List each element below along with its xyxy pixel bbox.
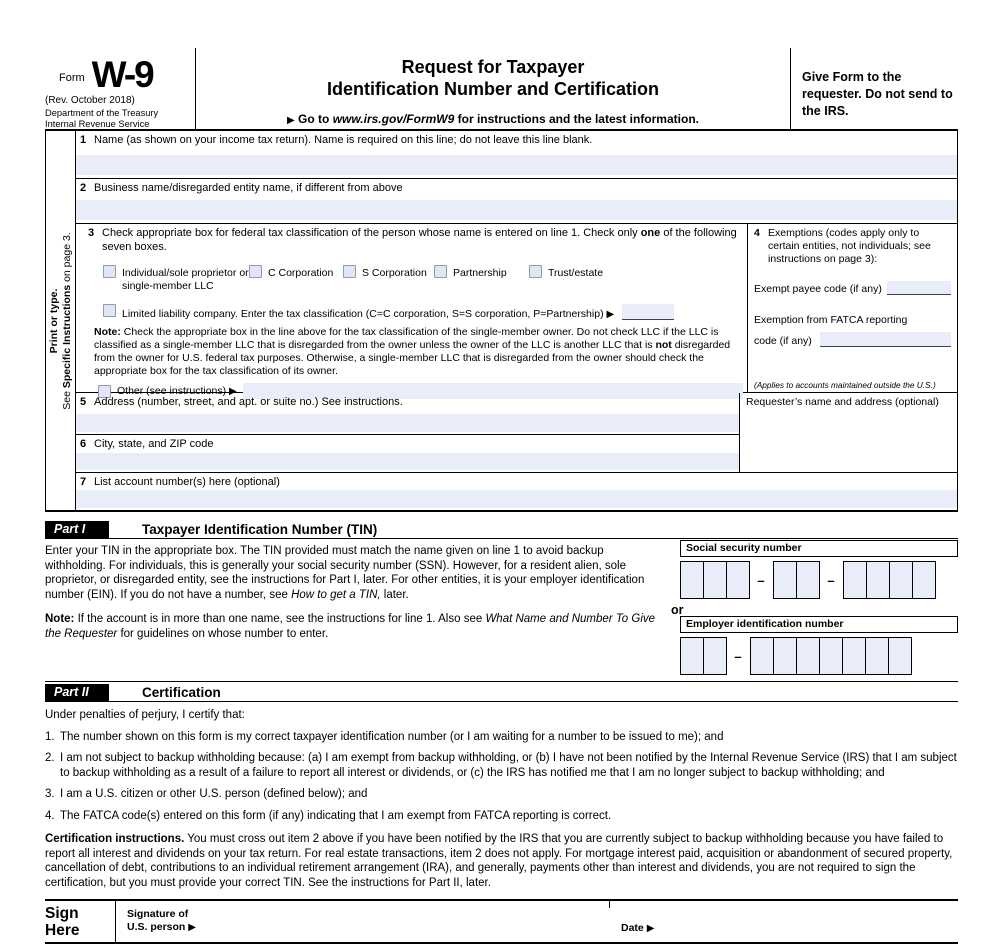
name-input[interactable] xyxy=(76,155,957,175)
date-field[interactable] xyxy=(621,901,958,942)
or-label: or xyxy=(671,603,684,617)
exemptions-box xyxy=(747,224,957,392)
ein-label-box: Employer identification number xyxy=(680,616,958,633)
right-arrow-icon: ▶ xyxy=(646,923,655,934)
ssn-label-box: Social security number xyxy=(680,540,958,557)
ssn-digit-cell[interactable] xyxy=(889,561,913,599)
ssn-dash: – xyxy=(757,572,765,588)
account-numbers-input[interactable] xyxy=(76,490,957,508)
certification-item: 1. The number shown on this form is my correct taxpayer identification number (or I am waiting for a number to be issued to me); and xyxy=(45,730,724,743)
checkbox-c-corporation[interactable] xyxy=(249,265,262,278)
exempt-payee-label: Exempt payee code (if any) xyxy=(754,283,882,295)
line7-number: 7 xyxy=(80,476,87,488)
part1-note: Note: If the account is in more than one name, see the instructions for line 1. Also see What Name and Number To Give the Requester for guidelines on whose number to enter. xyxy=(45,612,656,640)
line7-account-row xyxy=(76,473,957,510)
goto-instructions-line: ▶ Go to www.irs.gov/FormW9 for instructions and the latest information. xyxy=(287,112,699,126)
part2-header xyxy=(45,684,958,702)
form-word: Form xyxy=(59,72,85,84)
ein-cells xyxy=(680,637,958,675)
fatca-label-line1: Exemption from FATCA reporting xyxy=(754,314,908,326)
right-arrow-icon: ▶ xyxy=(287,115,295,126)
requester-label: Requester’s name and address (optional) xyxy=(746,396,939,408)
checkbox-partnership-label: Partnership xyxy=(453,267,507,279)
ein-digit-cell[interactable] xyxy=(819,637,843,675)
ein-digit-cell[interactable] xyxy=(773,637,797,675)
requester-name-address-area[interactable] xyxy=(739,393,957,472)
part2-body xyxy=(45,708,958,890)
ssn-digit-cell[interactable] xyxy=(726,561,750,599)
city-state-zip-input[interactable] xyxy=(76,453,739,470)
fatca-code-input[interactable] xyxy=(820,332,951,347)
line3-number: 3 xyxy=(88,227,95,239)
line4-number: 4 xyxy=(754,227,760,239)
fatca-label-line2: code (if any) xyxy=(754,335,812,347)
llc-option-line xyxy=(103,304,745,320)
form-body xyxy=(45,48,958,944)
line5-address-row xyxy=(76,393,739,435)
line4-label: Exemptions (codes apply only to certain entities, not individuals; see instructions on page 3): xyxy=(768,227,931,265)
line5-label: Address (number, street, and apt. or suite no.) See instructions. xyxy=(94,396,403,408)
llc-note: Note: Check the appropriate box in the line above for the tax classification of the single-member owner. Do not check LLC if the LLC is classified as a single-member LLC that is disregarded from the owner unless the owner of the LLC is another LLC that is not disregarded from the owner for U.S. federal tax purposes. Otherwise, a single-member LLC that is disregarded from the owner should check the appropriate box for the tax classification of its owner. xyxy=(94,326,731,377)
right-arrow-icon: ▶ xyxy=(229,386,237,397)
checkbox-s-corporation[interactable] xyxy=(343,265,356,278)
ein-digit-cell[interactable] xyxy=(796,637,820,675)
other-label: Other (see instructions) ▶ xyxy=(117,385,237,397)
ein-digit-cell[interactable] xyxy=(842,637,866,675)
line3-classification-row xyxy=(76,224,957,397)
line6-number: 6 xyxy=(80,438,87,450)
part2-badge: Part II xyxy=(45,684,109,701)
print-or-type-note: Print or type. See Specific Instructions on page 3. xyxy=(47,231,73,410)
llc-classification-input[interactable] xyxy=(622,304,674,320)
checkbox-trust-estate-label: Trust/estate xyxy=(548,267,604,279)
form-number: W-9 xyxy=(91,54,153,95)
line6-city-row xyxy=(76,435,739,472)
ein-dash: – xyxy=(734,648,742,664)
classification-options-area xyxy=(76,224,747,397)
form-title: Request for Taxpayer Identification Number and Certification xyxy=(326,57,660,99)
line3-label: Check appropriate box for federal tax classification of the person whose name is entered on line 1. Check only one of the following seven boxes. xyxy=(102,227,737,253)
irs-url: www.irs.gov/FormW9 xyxy=(332,112,455,126)
part1-body xyxy=(45,544,958,675)
date-label: Date ▶ xyxy=(621,922,655,934)
address-rows xyxy=(76,393,957,473)
ssn-digit-cell[interactable] xyxy=(866,561,890,599)
checkbox-trust-estate[interactable] xyxy=(529,265,542,278)
ssn-cells xyxy=(680,561,958,599)
certification-intro: Under penalties of perjury, I certify that: xyxy=(45,709,245,721)
llc-label: Limited liability company. Enter the tax classification (C=C corporation, S=S corporation, P=Partnership) ▶ xyxy=(122,308,615,320)
line1-name-row xyxy=(76,131,957,179)
exempt-payee-code-input[interactable] xyxy=(887,281,951,295)
form-revision: (Rev. October 2018) xyxy=(45,95,135,106)
part1-paragraph: Enter your TIN in the appropriate box. The TIN provided must match the name given on line 1 to avoid backup withholding. For individuals, this is generally your social security number (SSN). However, for a resident alien, sole proprietor, or disregarded entity, see the instructions for Part I, later. For other entities, it is your employer identification number (EIN). If you do not have a number, see How to get a TIN, later. xyxy=(45,545,645,602)
ssn-dash: – xyxy=(827,572,835,588)
department-line: Department of the Treasury xyxy=(45,108,159,118)
line2-label: Business name/disregarded entity name, if different from above xyxy=(94,182,403,194)
form-title-block xyxy=(196,48,790,129)
part1-badge: Part I xyxy=(45,521,109,538)
ein-digit-cell[interactable] xyxy=(888,637,912,675)
certification-instructions: Certification instructions. You must cross out item 2 above if you have been notified by the IRS that you are currently subject to backup withholding because you have failed to report all interest and dividends on your tax return. For real estate transactions, item 2 does not apply. For mortgage interest paid, acquisition or abandonment of secured property, cancellation of debt, contributions to an individual retirement arrangement (IRA), and generally, payments other than interest and dividends, you are not required to sign the certification, but you must provide your correct TIN. See the instructions for Part II, later. xyxy=(45,833,953,889)
line1-number: 1 xyxy=(80,134,87,146)
give-form-note: Give Form to the requester. Do not send to the IRS. xyxy=(802,70,953,118)
checkbox-c-corporation-label: C Corporation xyxy=(268,267,334,279)
agency-line: Internal Revenue Service xyxy=(45,119,150,129)
certification-item: 4. The FATCA code(s) entered on this form (if any) indicating that I am exempt from FATCA reporting is correct. xyxy=(45,809,612,822)
right-arrow-icon: ▶ xyxy=(606,309,615,320)
part2-section xyxy=(45,681,958,890)
ssn-digit-cell[interactable] xyxy=(796,561,820,599)
line2-business-name-row xyxy=(76,179,957,224)
field-grid xyxy=(45,131,958,512)
line7-label: List account number(s) here (optional) xyxy=(94,476,280,488)
certification-item: 2. I am not subject to backup withholding because: (a) I am exempt from backup withholding, or (b) I have not been notified by the Internal Revenue Service (IRS) that I am subject to backup withholding as a result of a failure to report all interest or dividends, or (c) the IRS has notified me that I am no longer subject to backup withholding; and xyxy=(45,752,957,779)
checkbox-individual-label: Individual/sole proprietor or single-member LLC xyxy=(122,267,249,292)
form-id-block xyxy=(45,48,195,129)
ein-digit-cell[interactable] xyxy=(703,637,727,675)
margin-instructions-strip xyxy=(46,131,76,510)
business-name-input[interactable] xyxy=(76,200,957,220)
certification-item: 3. I am a U.S. citizen or other U.S. person (defined below); and xyxy=(45,788,368,800)
ein-digit-cell[interactable] xyxy=(680,637,704,675)
part1-instructions xyxy=(45,544,667,675)
part2-title: Certification xyxy=(142,685,221,700)
ssn-digit-cell[interactable] xyxy=(843,561,867,599)
ein-digit-cell[interactable] xyxy=(750,637,774,675)
part1-title: Taxpayer Identification Number (TIN) xyxy=(142,522,378,537)
checkbox-partnership[interactable] xyxy=(434,265,447,278)
ssn-digit-cell[interactable] xyxy=(703,561,727,599)
sign-here-label: Sign Here xyxy=(45,905,80,939)
signature-field[interactable] xyxy=(116,901,621,942)
part1-header xyxy=(45,521,958,539)
classification-checkbox-row xyxy=(103,265,745,293)
ein-digit-cell[interactable] xyxy=(865,637,889,675)
line6-label: City, state, and ZIP code xyxy=(94,438,214,450)
signature-label-line2: U.S. person ▶ xyxy=(127,921,196,933)
signature-label-line1: Signature of xyxy=(127,908,189,920)
checkbox-individual[interactable] xyxy=(103,265,116,278)
checkbox-llc[interactable] xyxy=(103,304,116,317)
line1-label: Name (as shown on your income tax return). Name is required on this line; do not leave this line blank. xyxy=(94,134,593,146)
form-header xyxy=(45,48,958,131)
line2-number: 2 xyxy=(80,182,87,194)
right-arrow-icon: ▶ xyxy=(188,922,196,933)
tin-entry-area xyxy=(671,542,958,675)
address-input[interactable] xyxy=(76,414,739,432)
date-divider-tick xyxy=(609,901,610,908)
checkbox-s-corporation-label: S Corporation xyxy=(362,267,427,279)
ssn-digit-cell[interactable] xyxy=(773,561,797,599)
line5-number: 5 xyxy=(80,396,87,408)
ssn-digit-cell[interactable] xyxy=(680,561,704,599)
applies-outside-us-note: (Applies to accounts maintained outside the U.S.) xyxy=(754,380,936,390)
ssn-digit-cell[interactable] xyxy=(912,561,936,599)
sign-here-row xyxy=(45,899,958,944)
